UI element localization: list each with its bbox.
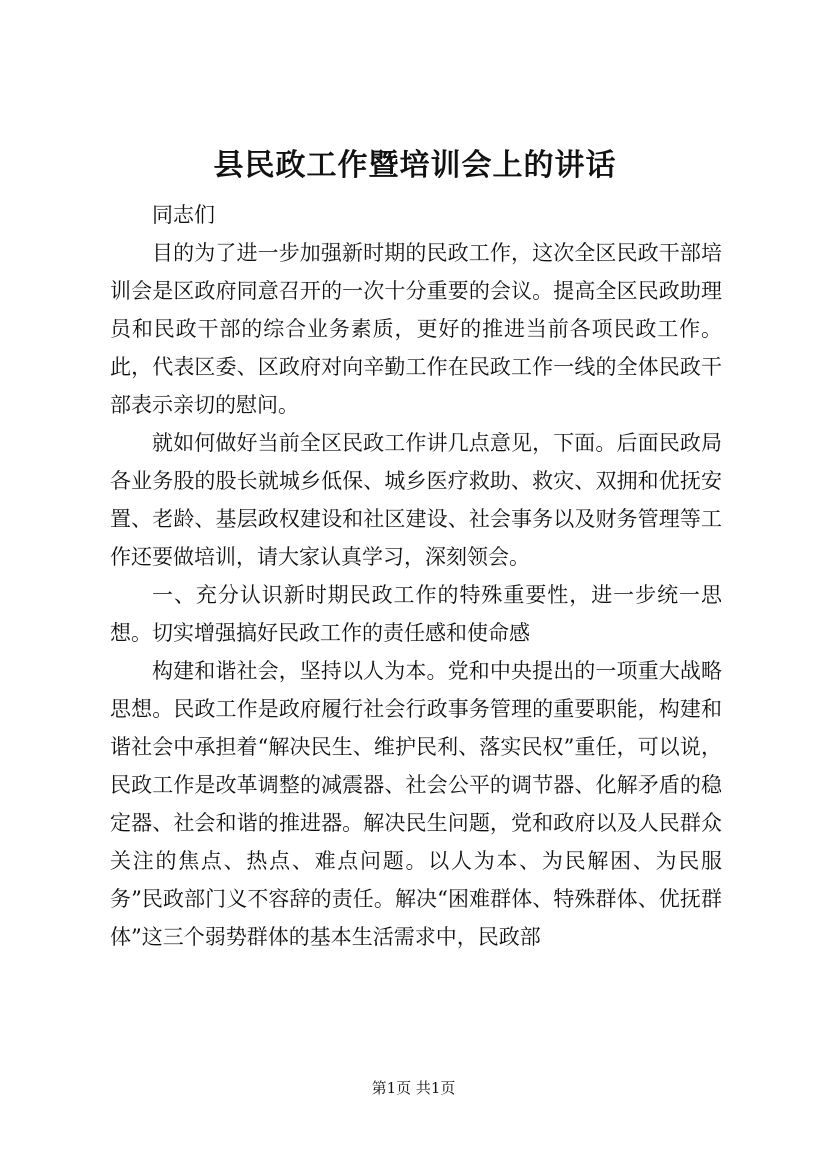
section-heading-paragraph: 一、充分认识新时期民政工作的特殊重要性，进一步统一思想。切实增强搞好民政工作的责任感和使命感 [110,583,722,645]
page-footer: 第1页 共1页 [371,1079,456,1097]
body-paragraph: 就如何做好当前全区民政工作讲几点意见，下面。后面民政局各业务股的股长就城乡低保、城乡医疗救助、救灾、双拥和优抚安置、老龄、基层政权建设和社区建设、社会事务以及财务管理等工作还要做培训，请大家认真学习，深刻领会。 [110,431,722,569]
document-body [110,196,722,956]
body-paragraph: 构建和谐社会，坚持以人为本。党和中央提出的一项重大战略思想。民政工作是政府履行社会行政事务管理的重要职能，构建和谐社会中承担着“解决民生、维护民利、落实民权”重任，可以说，民政工作是改革调整的减震器、社会公平的调节器、化解矛盾的稳定器、社会和谐的推进器。解决民生问题，党和政府以及人民群众关注的焦点、热点、难点问题。以人为本、为民解困、为民服务”民政部门义不容辞的责任。解决“困难群体、特殊群体、优抚群体”这三个弱势群体的基本生活需求中，民政部 [110,659,722,949]
salutation-paragraph: 同志们 [152,203,215,227]
document-title: 县民政工作暨培训会上的讲话 [213,148,617,183]
body-paragraph: 目的为了进一步加强新时期的民政工作，这次全区民政干部培训会是区政府同意召开的一次十分重要的会议。提高全区民政助理员和民政干部的综合业务素质，更好的推进当前各项民政工作。此，代表区委、区政府对向辛勤工作在民政工作一线的全体民政干部表示亲切的慰问。 [110,241,722,417]
